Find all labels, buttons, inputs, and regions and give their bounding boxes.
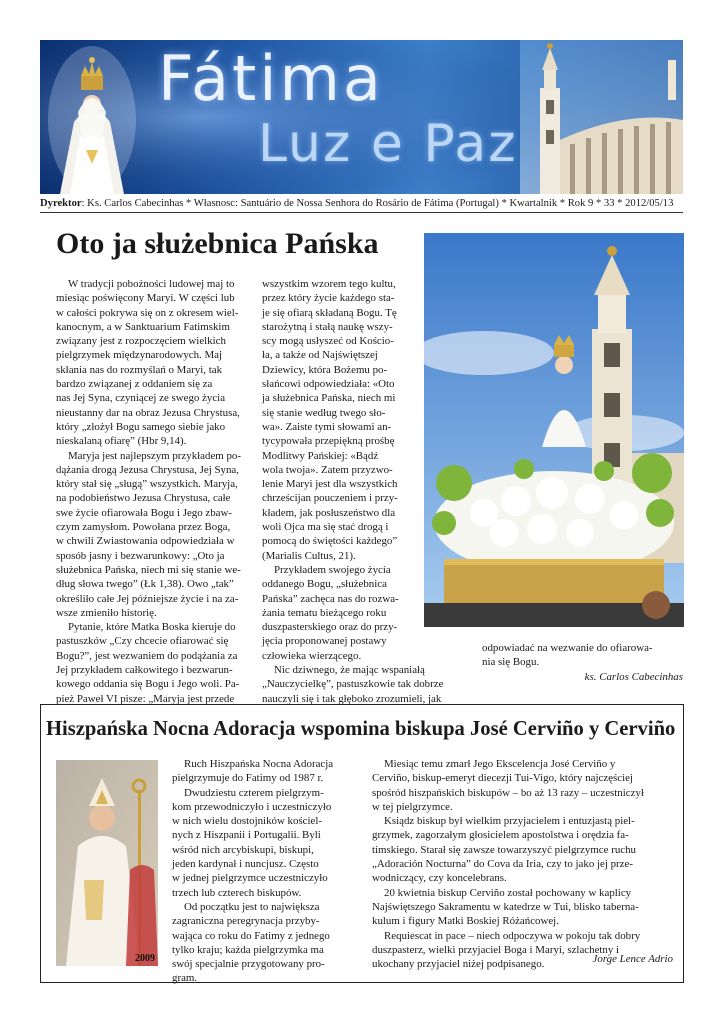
text-line: scy mogą usłyszeć od Kościo-: [262, 335, 394, 348]
text-line: (Marialis Cultus, 21).: [262, 549, 356, 562]
text-line: odpowiadać na wezwanie do ofiarowa-: [482, 642, 653, 654]
text-line: wszystkim wzorem tego kultu,: [262, 278, 396, 290]
text-line: Ruch Hiszpańska Nocna Adoracja: [184, 758, 334, 770]
text-line: ła, a także od Najświętszej: [262, 349, 378, 362]
text-line: nych z Hiszpanii i Portugalii. Byli: [172, 829, 321, 842]
text-line: dług słowa twego” (Łk 1,38). Owo „tak”: [56, 578, 234, 591]
text-line: pielgrzymuje do Fatimy od 1987 r.: [172, 772, 324, 785]
text-line: w nich wielu dostojników kościel-: [172, 815, 323, 828]
text-line: oddanego Bogu, „służebnica: [262, 578, 387, 591]
text-line: chrześcijan pouczeniem i przy-: [262, 492, 398, 505]
text-line: wśród nich arcybiskupi, biskupi,: [172, 843, 314, 856]
text-line: zagraniczna peregrynacja przyby-: [172, 915, 320, 928]
text-line: w chwili Zwiastowania odpowiedziała w: [56, 535, 235, 548]
text-line: Maryja jest najlepszym przykładem po-: [68, 449, 241, 462]
text-line: kowego oddania się Bogu i Jego woli. Pa-: [56, 678, 240, 691]
basilica-illustration: [520, 40, 683, 194]
text-line: Requiescat in pace – niech odpoczywa w pokoju tak dobry: [384, 929, 641, 942]
text-line: człowieka wierzącego.: [262, 649, 362, 662]
text-line: w całości pokrywa się on z okresem wiel-: [56, 306, 239, 319]
text-line: związany jest z rozpoczęciem wielkich: [56, 335, 226, 348]
text-line: który stał się „sługą” wszystkich. Maryja,: [56, 478, 238, 491]
article-column-3: [482, 641, 683, 670]
text-line: jęcia proponowanej postawy: [262, 635, 387, 648]
bishop-photo: [56, 760, 158, 966]
text-line: Bogu?”, jest wezwaniem do podążania za: [56, 649, 238, 662]
text-line: kładem, jak posłuszeństwo dla: [262, 506, 396, 519]
text-line: Najświętszego Sakramentu w katedrze w Tui, blisko taberna-: [372, 900, 639, 913]
article2-title: Hiszpańska Nocna Adoracja wspomina biskupa José Cerviño y Cerviño: [46, 718, 676, 740]
article-byline-wrap: [482, 670, 683, 684]
text-line: ja służebnica Pańska, niech mi: [262, 392, 396, 405]
text-line: wodniczący, czy koncelebrans.: [372, 872, 507, 885]
text-line: „Adoración Nocturna” do Cova da Iria, czy to jako jej prze-: [372, 858, 633, 871]
text-line: który „złożył Bogu samego siebie jako: [56, 420, 226, 433]
text-line: określiło całe Jej późniejsze życie i na za-: [56, 592, 239, 605]
text-line: pielgrzymek międzynarodowych. Maj: [56, 349, 223, 362]
text-line: nas Jej Syna, czyniącej ze swego życia: [56, 392, 226, 405]
text-line: starożytną i stałą naukę wszy-: [262, 320, 393, 333]
text-line: wająca co roku do Fatimy z jednego: [172, 929, 330, 942]
text-line: w jednej pielgrzymce uczestniczyło: [172, 872, 328, 885]
text-line: pastuszków „Czy chcecie ofiarować się: [56, 635, 229, 648]
text-line: „Nauczycielkę”, pastuszkowie tak dobrze: [262, 678, 444, 691]
masthead-banner: [40, 40, 683, 194]
text-line: słańcowi odpowiedziała: «Oto: [262, 378, 395, 391]
text-line: Dziewicy, która Bożemu po-: [262, 363, 388, 376]
text-line: bardzo związanej z oddaniem się za: [56, 378, 213, 391]
text-line: Dwudziestu czterem pielgrzym-: [184, 786, 324, 799]
text-line: ukochany przyjaciel niżej podpisanego.: [372, 958, 545, 971]
article2-byline-wrap: [372, 952, 673, 966]
masthead-subtitle: Luz e Paz: [258, 114, 518, 174]
text-line: Przykładem swojego życia: [274, 563, 391, 576]
text-line: woli Ojca ma się stać drogą i: [262, 521, 389, 534]
article-byline: ks. Carlos Cabecinhas: [584, 671, 683, 683]
text-line: jeden kardynał i nuncjusz. Często: [172, 858, 319, 871]
statue-illustration: [48, 46, 136, 194]
text-line: Miesiąc temu zmarł Jego Ekscelencja José Cerviño y: [384, 758, 616, 770]
text-line: 20 kwietnia biskup Cerviño został pochowany w kaplicy: [384, 886, 632, 899]
text-line: duszpasterz, wielki przyjaciel Boga i Maryi, szlachetny i: [372, 943, 620, 956]
credits-line: [40, 196, 683, 213]
text-line: swój specjalnie przygotowany pro-: [172, 958, 325, 971]
text-line: przez który życie każdego sta-: [262, 292, 395, 305]
text-line: Modlitwy Pańskiej: «Bądź: [262, 449, 379, 462]
text-line: wsze zmieniło historię.: [56, 606, 157, 619]
text-line: miesiąc poświęcony Maryi. W części lub: [56, 292, 235, 305]
credits-text: : Ks. Carlos Cabecinhas * Własnosc: Santuário de Nossa Senhora do Rosário de Fátima (Portugal) * Kwartalnik * Rok 9 * 33 * 2012/05/13: [81, 198, 674, 209]
article-column-2: [262, 277, 444, 706]
article2-byline: Jorge Lence Adrio: [592, 953, 673, 965]
text-line: kom przewodniczyło i uczestniczyło: [172, 800, 332, 813]
text-line: W tradycji pobożności ludowej maj to: [68, 278, 235, 290]
text-line: tycypowała przepiękną prośbę: [262, 435, 395, 448]
text-line: gram.: [172, 972, 198, 985]
text-line: nieskalaną ofiarę” (Hbr 9,14).: [56, 435, 187, 448]
article-column-1: [56, 277, 243, 706]
photo-year: 2009: [135, 953, 155, 964]
text-line: spośród hiszpańskich biskupów – bo aż 13 razy – uczestniczył: [372, 786, 644, 799]
text-line: kulum i figury Matki Boskiej Różańcowej.: [372, 915, 559, 928]
article2-column-2: [372, 757, 673, 971]
text-line: pomocą do świętości każdego”: [262, 535, 398, 548]
text-line: nauczyli się i tak głęboko zrozumieli, jak: [262, 692, 442, 705]
text-line: wola twoja». Zatem przyzwo-: [262, 463, 393, 476]
text-line: timskiego. Starał się zawsze towarzyszyć pielgrzymce ruchu: [372, 843, 636, 856]
text-line: Nic dziwnego, że mając wspaniałą: [274, 664, 425, 677]
text-line: pież Paweł VI pisze: „Maryja jest przede: [56, 692, 235, 705]
text-line: się stanie według twego sło-: [262, 406, 386, 419]
text-line: wa». Zaiste tymi słowami an-: [262, 420, 392, 433]
text-line: Ksiądz biskup był wielkim przyjacielem i entuzjastą piel-: [384, 815, 635, 828]
text-line: służebnica Pańska, niech mi się stanie we-: [56, 563, 241, 576]
text-line: swe życie ofiarowała Bogu i Jego zbaw-: [56, 506, 232, 519]
text-line: w tej pielgrzymce.: [372, 800, 453, 813]
text-line: kanocnym, a w Sanktuarium Fatimskim: [56, 320, 230, 333]
procession-photo: [424, 233, 684, 627]
article2-column-1: [172, 757, 353, 986]
text-line: trzech lub czterech biskupów.: [172, 886, 302, 899]
text-line: nieustanny dar na obraz Jezusa Chrystusa,: [56, 406, 240, 419]
text-line: skłania nas do rozmyślań o Maryi, tak: [56, 363, 223, 376]
director-label: Dyrektor: [40, 198, 82, 209]
text-line: Jej przykładem całkowitego i bezwarun-: [56, 664, 233, 677]
text-line: nia się Bogu.: [482, 656, 540, 669]
text-line: na podobieństwo Jezusa Chrystusa, całe: [56, 492, 231, 505]
text-line: Pańska” zachęca nas do rozwa-: [262, 592, 399, 605]
masthead-title: Fátima: [158, 42, 384, 115]
text-line: dążania drogą Jezusa Chrystusa, Jej Syna,: [56, 463, 239, 476]
text-line: sposób jasny i bezwarunkowy: „Oto ja: [56, 549, 225, 562]
text-line: Od początku jest to największa: [184, 900, 320, 913]
article-title: Oto ja służebnica Pańska: [56, 227, 379, 260]
text-line: Cerviño, biskup-emeryt diecezji Tui-Vigo, który najczęściej: [372, 772, 633, 785]
text-line: tylko kraju; każda pielgrzymka ma: [172, 943, 324, 956]
text-line: lenie Maryi jest dla wszystkich: [262, 478, 398, 491]
text-line: je się ofiarą składaną Bogu. Tę: [262, 306, 397, 319]
text-line: grzymek, zagorzałym głosicielem apostolstwa i orędzia fa-: [372, 829, 629, 842]
text-line: Pytanie, które Matka Boska kieruje do: [68, 621, 236, 634]
text-line: duszpasterskiego oraz do przy-: [262, 621, 398, 634]
text-line: czym zamysłom. Powołana przez Boga,: [56, 521, 231, 534]
text-line: żania tematu bieżącego roku: [262, 606, 387, 619]
